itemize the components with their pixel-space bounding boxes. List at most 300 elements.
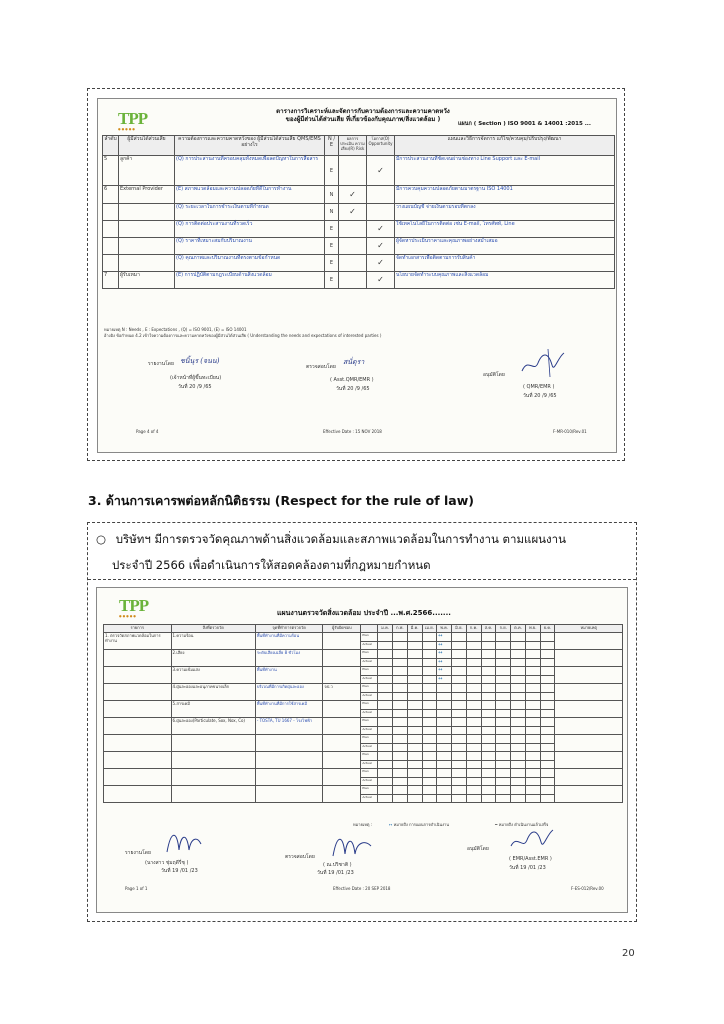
cell-month-9 — [496, 752, 511, 761]
cell-month-11 — [525, 777, 540, 786]
cell-month-6 — [452, 726, 467, 735]
doc2-sig-right-name: ( EMR/Asst.EMR ) — [509, 856, 552, 862]
plan-header-remark: หมายเหตุ — [555, 625, 623, 633]
cell-month-1 — [378, 769, 393, 778]
plan-header-responsible: ผู้รับผิดชอบ — [323, 625, 361, 633]
doc1-subtitle: ของผู้มีส่วนได้ส่วนเสีย ที่เกี่ยวข้องกับคุณภาพ/สิ่งแวดล้อม ) — [285, 116, 441, 123]
cell-month-3 — [407, 726, 422, 735]
cell-month-5 — [437, 786, 452, 795]
cell-where: พื้นที่ทำงาน — [255, 667, 323, 684]
cell-month-4 — [422, 777, 437, 786]
cell-plan: วางแผนบัญชี จ่ายเงินตามรอบที่ตกลง — [395, 204, 615, 221]
cell-month-7 — [466, 743, 481, 752]
cell-party — [119, 221, 175, 238]
cell-month-7 — [466, 760, 481, 769]
doc1-section-ref: แผนก ( Section ) ISO 9001 & 14001 :2015 ... — [458, 121, 591, 127]
cell-month-8 — [481, 709, 496, 718]
doc2-sig-mid-date: วันที่ 19 /01 /23 — [317, 870, 354, 876]
cell-month-12 — [540, 718, 555, 727]
doc2-sig-mid-label: ตรวจสอบโดย — [285, 854, 315, 860]
cell-month-2 — [392, 633, 407, 642]
cell-month-1 — [378, 675, 393, 684]
cell-what: 2.เสียง — [171, 650, 255, 667]
cell-ne: E — [325, 272, 339, 289]
cell-month-2 — [392, 726, 407, 735]
cell-month-2 — [392, 675, 407, 684]
cell-month-11 — [525, 667, 540, 676]
cell-risk — [339, 156, 367, 186]
cell-month-11 — [525, 735, 540, 744]
company-logo — [118, 109, 158, 129]
cell-no — [103, 221, 119, 238]
plan-header-what: สิ่งที่ตรวจวัด — [171, 625, 255, 633]
cell-month-9 — [496, 633, 511, 642]
cell-month-10 — [511, 743, 526, 752]
cell-month-3 — [407, 684, 422, 693]
cell-month-3 — [407, 650, 422, 659]
cell-remark — [555, 684, 623, 701]
plan-arrow-icon: ↔ — [438, 650, 443, 656]
doc2-signature-right — [507, 824, 557, 854]
cell-month-3 — [407, 718, 422, 727]
cell-month-3 — [407, 641, 422, 650]
cell-plan-label: Plan — [361, 735, 378, 744]
cell-month-1 — [378, 718, 393, 727]
doc1-title-block — [248, 108, 478, 124]
cell-risk: ✓ — [339, 204, 367, 221]
cell-risk — [339, 221, 367, 238]
cell-month-5 — [437, 769, 452, 778]
cell-month-10 — [511, 684, 526, 693]
cell-month-7 — [466, 794, 481, 803]
cell-month-10 — [511, 641, 526, 650]
cell-month-8 — [481, 701, 496, 710]
cell-month-1 — [378, 701, 393, 710]
table-row — [103, 255, 615, 272]
cell-month-9 — [496, 701, 511, 710]
cell-plan: นโยบายจัดทำระบบคุณภาพและสิ่งแวดล้อม — [395, 272, 615, 289]
cell-risk: ✓ — [339, 186, 367, 204]
plan-header-m6: มิ.ย. — [452, 625, 467, 633]
cell-actual-label: Actual — [361, 675, 378, 684]
cell-month-11 — [525, 658, 540, 667]
cell-responsible — [323, 752, 361, 769]
cell-month-5 — [437, 650, 452, 659]
cell-month-9 — [496, 743, 511, 752]
legend-plan-arrow-icon: ↔ — [389, 822, 394, 827]
company-logo-2 — [119, 596, 159, 616]
plan-header-m1: ม.ค. — [378, 625, 393, 633]
cell-category — [104, 650, 172, 667]
cell-month-8 — [481, 752, 496, 761]
cell-month-1 — [378, 777, 393, 786]
doc2-sig-right-date: วันที่ 19 /01 /23 — [509, 865, 546, 871]
cell-month-3 — [407, 692, 422, 701]
cell-remark — [555, 633, 623, 650]
cell-plan-label: Plan — [361, 633, 378, 642]
cell-month-5 — [437, 658, 452, 667]
cell-opp — [367, 204, 395, 221]
cell-month-10 — [511, 692, 526, 701]
cell-month-9 — [496, 726, 511, 735]
cell-month-4 — [422, 633, 437, 642]
doc2-legend-plan — [389, 822, 449, 827]
cell-month-1 — [378, 786, 393, 795]
cell-month-2 — [392, 760, 407, 769]
cell-party: External Provider — [119, 186, 175, 204]
cell-month-11 — [525, 726, 540, 735]
cell-actual-label: Actual — [361, 709, 378, 718]
cell-month-1 — [378, 650, 393, 659]
cell-where — [255, 769, 323, 786]
cell-month-7 — [466, 777, 481, 786]
cell-month-7 — [466, 641, 481, 650]
cell-month-8 — [481, 667, 496, 676]
cell-month-1 — [378, 692, 393, 701]
cell-month-10 — [511, 701, 526, 710]
cell-month-12 — [540, 675, 555, 684]
plan-header-m8: ส.ค. — [481, 625, 496, 633]
cell-month-5 — [437, 692, 452, 701]
cell-month-10 — [511, 718, 526, 727]
cell-month-1 — [378, 684, 393, 693]
cell-month-12 — [540, 752, 555, 761]
cell-month-1 — [378, 709, 393, 718]
cell-month-5 — [437, 709, 452, 718]
cell-month-8 — [481, 743, 496, 752]
table-row — [103, 238, 615, 255]
doc1-page: Page 4 of 4 — [136, 429, 159, 434]
cell-month-9 — [496, 692, 511, 701]
cell-month-3 — [407, 675, 422, 684]
cell-what: 5.สารเคมี — [171, 701, 255, 718]
cell-party — [119, 238, 175, 255]
cell-month-4 — [422, 675, 437, 684]
cell-no — [103, 238, 119, 255]
cell-month-4 — [422, 735, 437, 744]
cell-actual-label: Actual — [361, 658, 378, 667]
cell-month-11 — [525, 769, 540, 778]
cell-responsible — [323, 735, 361, 752]
cell-what: 1.ความร้อน — [171, 633, 255, 650]
cell-month-8 — [481, 794, 496, 803]
cell-month-9 — [496, 777, 511, 786]
plan-row — [104, 735, 623, 744]
cell-actual-label: Actual — [361, 692, 378, 701]
cell-category — [104, 752, 172, 769]
logo-text-2: TPP — [119, 596, 149, 615]
cell-month-6 — [452, 684, 467, 693]
cell-what: 6.ฝุ่นละออง(Particulate, Sox, Nox, Co) — [171, 718, 255, 735]
cell-month-12 — [540, 735, 555, 744]
cell-month-8 — [481, 786, 496, 795]
cell-category — [104, 769, 172, 786]
stakeholder-table — [102, 135, 615, 289]
cell-month-12 — [540, 709, 555, 718]
cell-month-10 — [511, 794, 526, 803]
cell-month-8 — [481, 726, 496, 735]
cell-month-7 — [466, 735, 481, 744]
cell-plan-label: Plan — [361, 684, 378, 693]
cell-month-4 — [422, 726, 437, 735]
cell-responsible — [323, 786, 361, 803]
section-heading: 3. ด้านการเคารพต่อหลักนิติธรรม (Respect for the rule of law) — [88, 493, 474, 508]
cell-month-12 — [540, 794, 555, 803]
cell-month-9 — [496, 718, 511, 727]
cell-month-6 — [452, 658, 467, 667]
cell-month-1 — [378, 641, 393, 650]
doc1-sig-right-name: ( QMR/EMR ) — [523, 384, 555, 390]
cell-month-7 — [466, 752, 481, 761]
cell-month-7 — [466, 658, 481, 667]
cell-month-6 — [452, 692, 467, 701]
cell-month-1 — [378, 760, 393, 769]
cell-plan-label: Plan — [361, 650, 378, 659]
cell-where: บริเวณที่มีการเกิดฝุ่นละออง — [255, 684, 323, 701]
doc1-sig-right-label: อนุมัติโดย — [483, 372, 505, 378]
cell-month-2 — [392, 769, 407, 778]
cell-month-2 — [392, 718, 407, 727]
cell-month-12 — [540, 692, 555, 701]
cell-plan-label: Plan — [361, 786, 378, 795]
cell-plan: ใช้เทคโนโลยีในการติดต่อ เช่น E-mail, โทรศัพท์, Line — [395, 221, 615, 238]
plan-header-m12: ธ.ค. — [540, 625, 555, 633]
cell-month-12 — [540, 658, 555, 667]
cell-plan: จัดทำเอกสารเพื่อติดตามการรับสินค้า — [395, 255, 615, 272]
cell-month-12 — [540, 777, 555, 786]
cell-party — [119, 255, 175, 272]
cell-category — [104, 667, 172, 684]
plan-row — [104, 769, 623, 778]
cell-need: (E) สภาพแวดล้อมและความปลอดภัยที่ดีในการทำงาน — [175, 186, 325, 204]
cell-month-11 — [525, 650, 540, 659]
cell-ne: N — [325, 186, 339, 204]
cell-month-3 — [407, 658, 422, 667]
cell-month-4 — [422, 709, 437, 718]
cell-month-2 — [392, 692, 407, 701]
cell-month-6 — [452, 777, 467, 786]
cell-no: 5 — [103, 156, 119, 186]
cell-month-11 — [525, 641, 540, 650]
cell-responsible — [323, 701, 361, 718]
box-divider — [88, 579, 636, 580]
paragraph-line-1: บริษัทฯ มีการตรวจวัดคุณภาพด้านสิ่งแวดล้อมและสภาพแวดล้อมในการทำงาน ตามแผนงาน — [115, 532, 566, 546]
cell-month-4 — [422, 692, 437, 701]
cell-month-4 — [422, 743, 437, 752]
cell-month-4 — [422, 752, 437, 761]
cell-category — [104, 684, 172, 701]
table-row — [103, 186, 615, 204]
section-box — [87, 522, 637, 922]
cell-month-6 — [452, 794, 467, 803]
cell-plan-label: Plan — [361, 769, 378, 778]
cell-what — [171, 786, 255, 803]
cell-month-6 — [452, 760, 467, 769]
plan-row — [104, 752, 623, 761]
cell-month-3 — [407, 709, 422, 718]
cell-category: 1. ตรวจวัดสภาพแวดล้อมในการทำงาน — [104, 633, 172, 650]
cell-actual-label: Actual — [361, 777, 378, 786]
cell-plan-label: Plan — [361, 667, 378, 676]
plan-header-m11: พ.ย. — [525, 625, 540, 633]
cell-month-2 — [392, 701, 407, 710]
cell-month-1 — [378, 743, 393, 752]
doc1-footnote-1: หมายเหตุ N : Needs , E : Expectations , (Q) = ISO 9001, (E) = ISO 14001 — [104, 327, 247, 332]
actual-arrow-icon: ↔ — [438, 641, 443, 648]
cell-month-5 — [437, 760, 452, 769]
cell-month-5 — [437, 777, 452, 786]
cell-month-1 — [378, 726, 393, 735]
cell-month-8 — [481, 641, 496, 650]
cell-month-6 — [452, 735, 467, 744]
doc2-page: Page 1 of 1 — [125, 886, 148, 891]
cell-month-7 — [466, 684, 481, 693]
cell-plan: ผู้จัดหาประเมินราคาและคุณภาพอย่างสม่ำเสมอ — [395, 238, 615, 255]
cell-where — [255, 752, 323, 769]
cell-no: 6 — [103, 186, 119, 204]
cell-month-6 — [452, 743, 467, 752]
cell-ne: E — [325, 221, 339, 238]
plan-header-m3: มี.ค. — [407, 625, 422, 633]
cell-month-12 — [540, 701, 555, 710]
bullet-line-1 — [96, 527, 566, 551]
cell-month-10 — [511, 735, 526, 744]
cell-month-11 — [525, 760, 540, 769]
cell-month-11 — [525, 684, 540, 693]
cell-month-6 — [452, 701, 467, 710]
cell-month-7 — [466, 769, 481, 778]
cell-month-5 — [437, 735, 452, 744]
cell-need: (Q) ระยะเวลาในการชำระเงินตามที่กำหนด — [175, 204, 325, 221]
cell-month-4 — [422, 684, 437, 693]
cell-month-3 — [407, 777, 422, 786]
cell-month-7 — [466, 692, 481, 701]
cell-month-10 — [511, 633, 526, 642]
cell-remark — [555, 752, 623, 769]
doc2-effective: Effective Date : 20 SEP 2018 — [333, 886, 391, 891]
cell-responsible — [323, 718, 361, 735]
doc1-sig-left-scribble: ชนิ้นุร (จนน) — [180, 357, 220, 365]
logo-sub-2: ● ● ● ● ● — [119, 614, 136, 618]
cell-month-5 — [437, 684, 452, 693]
cell-month-12 — [540, 786, 555, 795]
cell-month-12 — [540, 684, 555, 693]
cell-month-9 — [496, 786, 511, 795]
cell-month-4 — [422, 769, 437, 778]
cell-month-1 — [378, 633, 393, 642]
cell-opp — [367, 186, 395, 204]
stakeholder-analysis-scan — [97, 98, 617, 453]
cell-month-10 — [511, 769, 526, 778]
table-row — [103, 156, 615, 186]
cell-month-9 — [496, 650, 511, 659]
doc1-form-no: F-MR-010/Rev.01 — [553, 429, 587, 434]
cell-month-7 — [466, 650, 481, 659]
cell-month-7 — [466, 675, 481, 684]
cell-month-6 — [452, 786, 467, 795]
cell-month-9 — [496, 760, 511, 769]
cell-remark — [555, 718, 623, 735]
cell-month-6 — [452, 709, 467, 718]
logo-sub: ● ● ● ● ● — [118, 127, 135, 131]
cell-month-9 — [496, 794, 511, 803]
cell-month-9 — [496, 641, 511, 650]
plan-header-m5: พ.ค. — [437, 625, 452, 633]
header-need: ความต้องการและความคาดหวังของ ผู้มีส่วนได้ส่วนเสีย QMS/EMS อย่างไร — [175, 136, 325, 156]
doc1-footnote-2: อ้างอิง ข้อกำหนด 4.2 เข้าใจความต้องการและความคาดหวังของผู้มีส่วนได้ส่วนเสีย ( Understanding the needs and expectations of interested parties ) — [104, 333, 382, 338]
cell-month-8 — [481, 718, 496, 727]
cell-where: ระดับเสียงเฉลี่ย 8 ชั่วโมง — [255, 650, 323, 667]
cell-month-11 — [525, 794, 540, 803]
cell-plan: มีการประสานงานที่ชัดเจนผ่านช่องทาง Line Support และ E-mail — [395, 156, 615, 186]
cell-month-12 — [540, 633, 555, 642]
cell-month-6 — [452, 650, 467, 659]
cell-opp: ✓ — [367, 221, 395, 238]
cell-month-5 — [437, 675, 452, 684]
cell-where: พื้นที่ทำงานที่มีการใช้สารเคมี — [255, 701, 323, 718]
cell-month-5 — [437, 794, 452, 803]
plan-arrow-icon: ↔ — [438, 667, 443, 673]
plan-header-type — [361, 625, 378, 633]
cell-what — [171, 735, 255, 752]
cell-ne: E — [325, 156, 339, 186]
plan-header-m4: เม.ย. — [422, 625, 437, 633]
cell-risk — [339, 255, 367, 272]
cell-remark — [555, 735, 623, 752]
cell-responsible — [323, 667, 361, 684]
plan-header-m7: ก.ค. — [466, 625, 481, 633]
legend-done-text: หมายถึง ดำเนินงานแล้วเสร็จ — [498, 822, 549, 827]
cell-month-5 — [437, 726, 452, 735]
cell-month-3 — [407, 701, 422, 710]
cell-where — [255, 735, 323, 752]
cell-actual-label: Actual — [361, 726, 378, 735]
cell-month-8 — [481, 633, 496, 642]
cell-month-1 — [378, 658, 393, 667]
cell-month-8 — [481, 675, 496, 684]
plan-row — [104, 667, 623, 676]
cell-month-4 — [422, 701, 437, 710]
cell-month-5 — [437, 641, 452, 650]
doc1-effective: Effective Date : 15 NOV 2018 — [323, 429, 382, 434]
logo-text: TPP — [118, 109, 148, 128]
cell-month-4 — [422, 718, 437, 727]
doc2-signature-left — [163, 826, 203, 856]
cell-no: 7 — [103, 272, 119, 289]
cell-need: (Q) คุณภาพและปริมาณงานที่ตรงตามข้อกำหนด — [175, 255, 325, 272]
cell-month-5 — [437, 743, 452, 752]
cell-category — [104, 735, 172, 752]
cell-month-3 — [407, 794, 422, 803]
cell-month-10 — [511, 760, 526, 769]
doc1-sig-mid-label: ตรวจสอบโดย — [306, 364, 336, 370]
cell-month-1 — [378, 794, 393, 803]
plan-header-m9: ก.ย. — [496, 625, 511, 633]
cell-month-3 — [407, 633, 422, 642]
cell-month-10 — [511, 709, 526, 718]
cell-month-7 — [466, 786, 481, 795]
cell-month-2 — [392, 752, 407, 761]
cell-month-4 — [422, 786, 437, 795]
cell-month-9 — [496, 769, 511, 778]
cell-month-6 — [452, 675, 467, 684]
cell-where: - TOSTA, TU 1667 - โรงไฟฟ้า — [255, 718, 323, 735]
cell-month-12 — [540, 641, 555, 650]
cell-what — [171, 752, 255, 769]
cell-plan: มีการควบคุมความปลอดภัยตามมาตรฐาน ISO 14001 — [395, 186, 615, 204]
cell-category — [104, 701, 172, 718]
cell-month-8 — [481, 658, 496, 667]
